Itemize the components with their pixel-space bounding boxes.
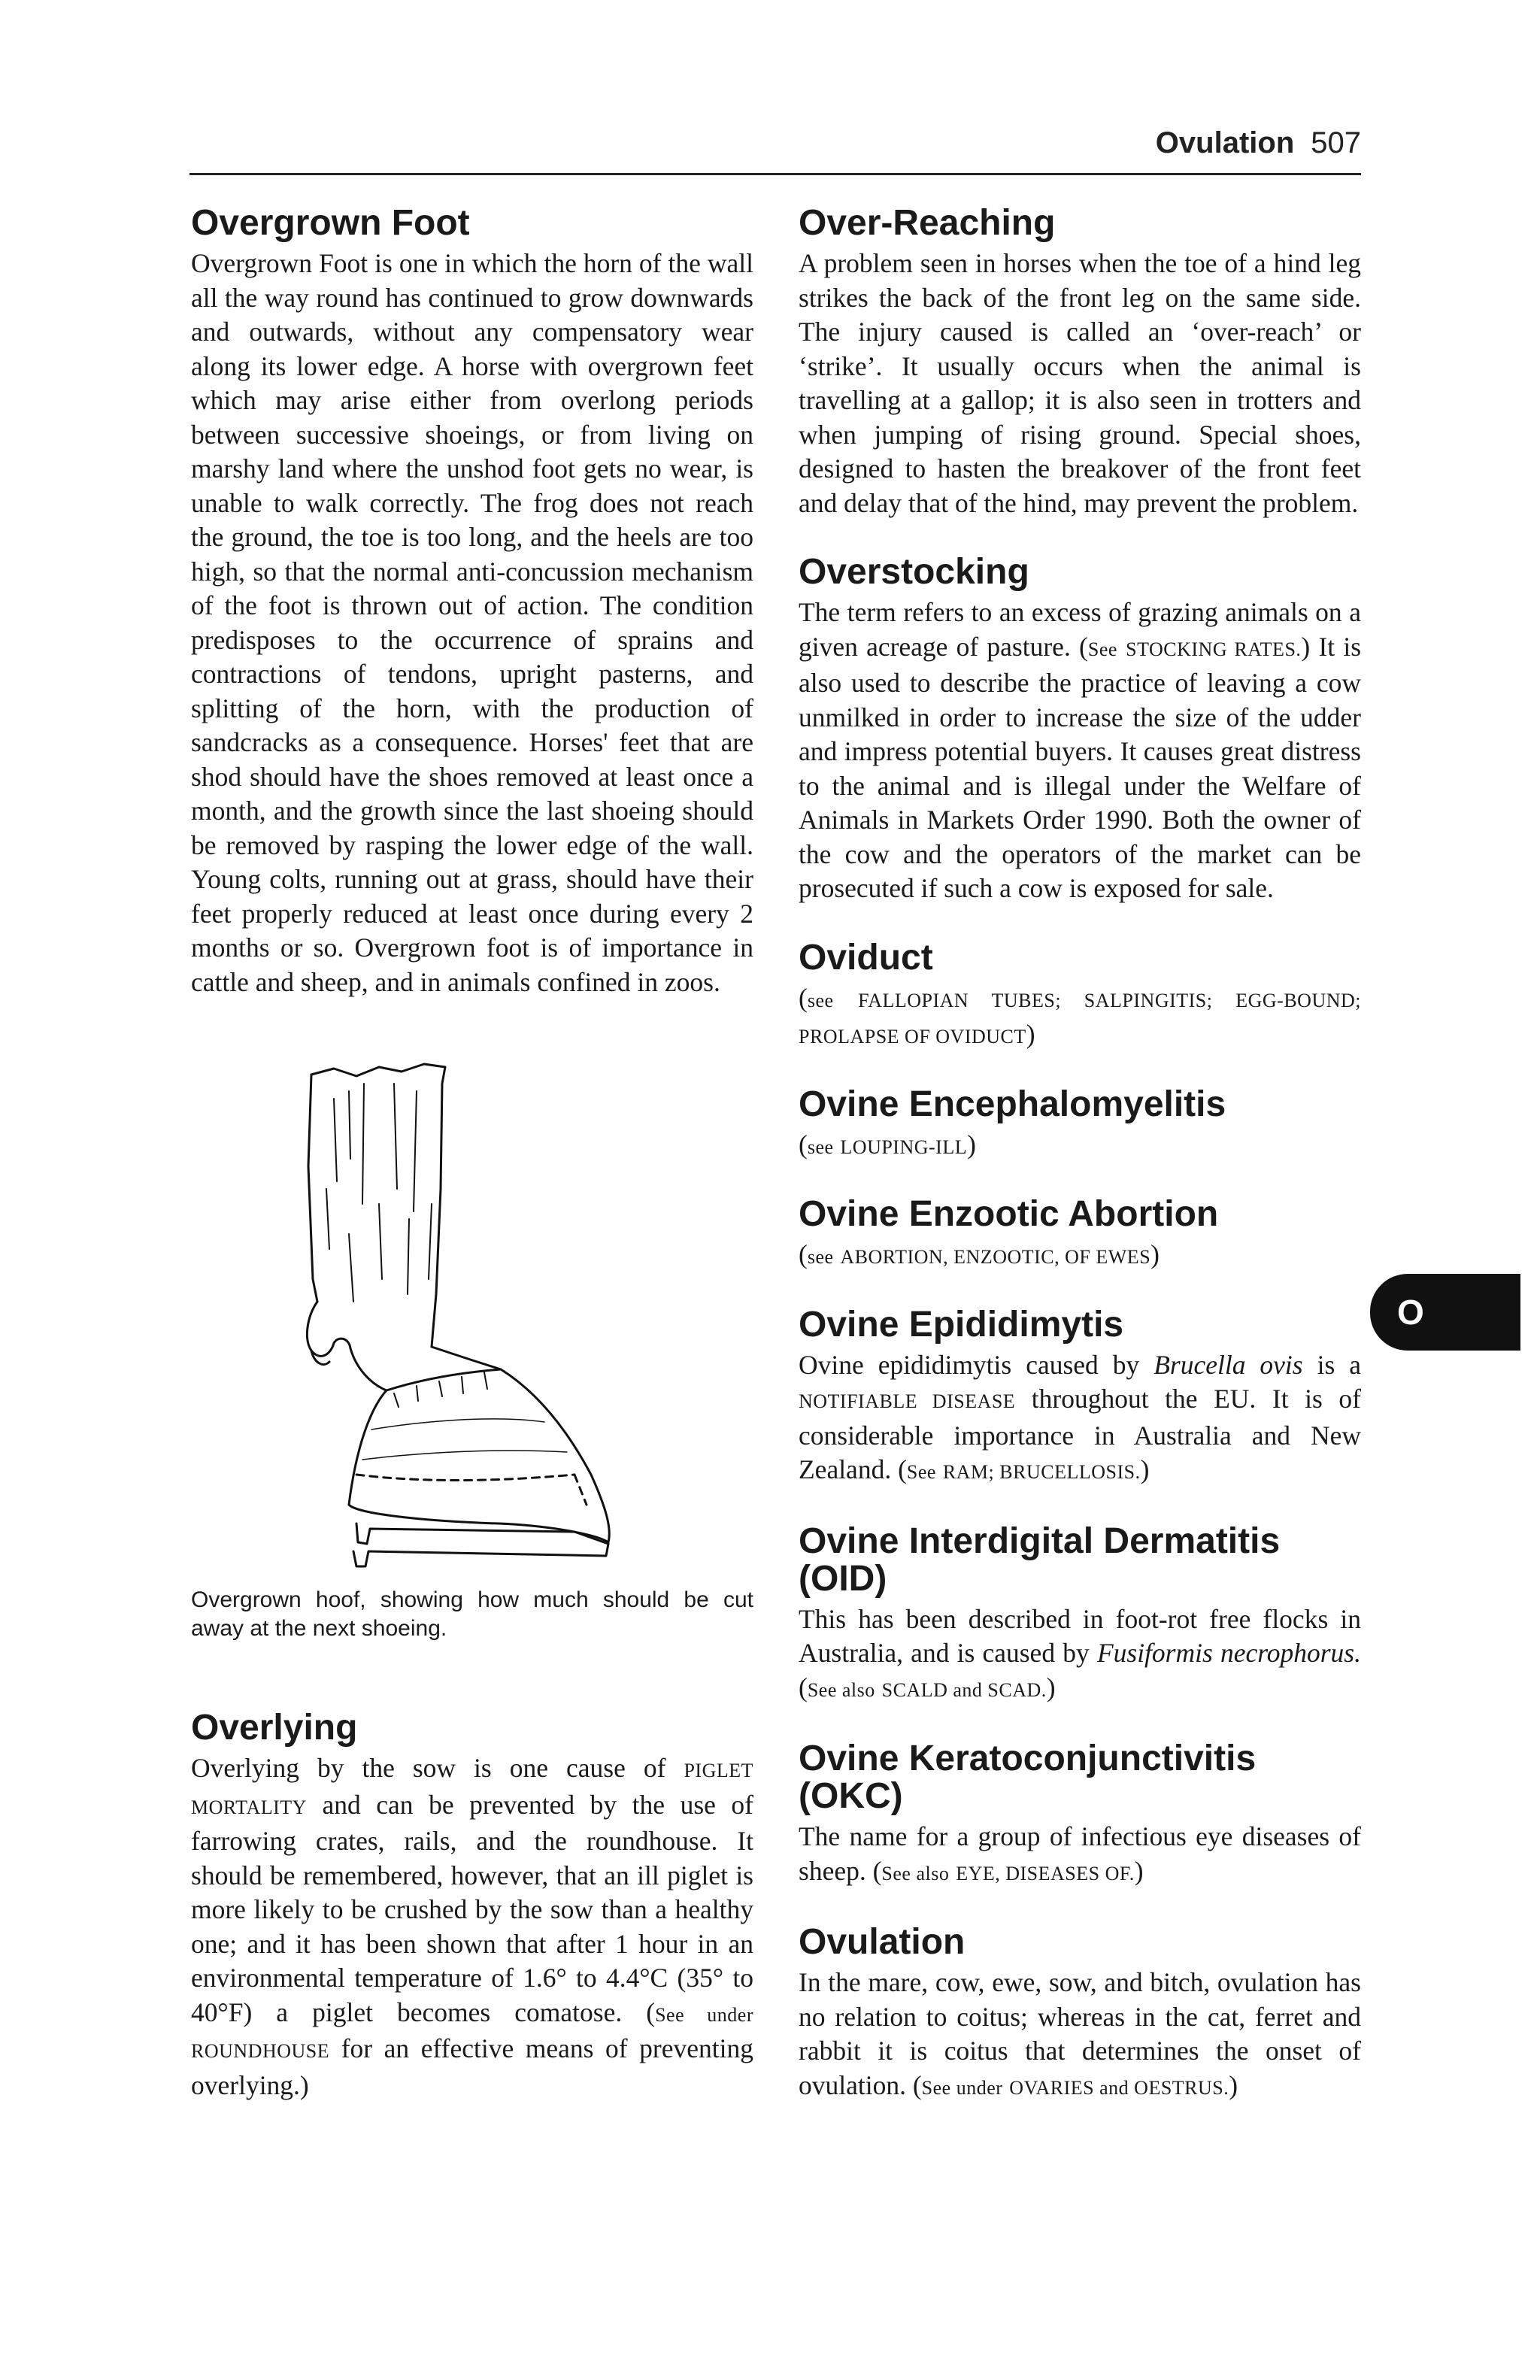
cross-reference: PIGLET MORTALITY bbox=[191, 1760, 753, 1818]
entry-text: (see FALLOPIAN TUBES; SALPINGITIS; EGG-BOUND; PROLAPSE OF OVIDUCT) bbox=[799, 982, 1361, 1049]
entry-ovine-enzootic-abortion bbox=[799, 1196, 1361, 1275]
entry-overlying bbox=[191, 1709, 753, 2103]
entry-heading: Overlying bbox=[191, 1708, 358, 1748]
overgrown-hoof-illustration bbox=[304, 1054, 665, 1580]
cross-reference: FALLOPIAN TUBES; SALPINGITIS; EGG-BOUND; PROLAPSE OF OVIDUCT bbox=[799, 989, 1361, 1048]
hoof-figure bbox=[191, 1054, 753, 1643]
entry-text: In the mare, cow, ewe, sow, and bitch, ovulation has no relation to coitus; whereas in the cat, ferret and rabbit it is coitus that determines the onset of ovulation. (See under OVARIES and OESTRUS.) bbox=[799, 1967, 1361, 2100]
cross-reference: OVARIES bbox=[1009, 2076, 1095, 2099]
running-head-title: Ovulation bbox=[1155, 126, 1295, 159]
cross-reference: EYE, DISEASES OF. bbox=[956, 1862, 1135, 1884]
cross-reference: STOCKING RATES. bbox=[1126, 638, 1302, 660]
entry-ovine-encephalomyelitis bbox=[799, 1086, 1361, 1165]
entry-text: The name for a group of infectious eye diseases of sheep. (See also EYE, DISEASES OF.) bbox=[799, 1821, 1361, 1886]
entry-heading: Ovine Keratoconjunctivitis (OKC) bbox=[799, 1739, 1257, 1816]
entry-over-reaching bbox=[799, 205, 1361, 520]
cross-reference: SCAD. bbox=[987, 1678, 1047, 1701]
entry-ovulation bbox=[799, 1924, 1361, 2105]
page-number: 507 bbox=[1311, 126, 1361, 159]
cross-reference: ROUNDHOUSE bbox=[191, 2040, 330, 2062]
page-header bbox=[189, 123, 1361, 175]
entry-oviduct bbox=[799, 939, 1361, 1054]
entry-heading: Oviduct bbox=[799, 937, 933, 978]
entry-heading: Overstocking bbox=[799, 552, 1029, 592]
entry-text: The term refers to an excess of grazing animals on a given acreage of pasture. (See STOCKING RATES.) It is also used to describe the practice of leaving a cow unmilked in order to increase the size of the udder and impress potential buyers. It causes great distress to the animal and is illegal under the Welfare of Animals in Markets Order 1990. Both the owner of the cow and the operators of the market can be prosecuted if such a cow is exposed for sale. bbox=[799, 597, 1362, 903]
entry-heading: Ovine Interdigital Dermatitis (OID) bbox=[799, 1520, 1281, 1599]
cross-reference: ABORTION, ENZOOTIC, OF EWES bbox=[840, 1246, 1151, 1268]
entry-ovine-keratoconjunctivitis bbox=[799, 1740, 1361, 1890]
cross-reference: NOTIFIABLE DISEASE bbox=[799, 1390, 1016, 1412]
entry-ovine-epididimytis bbox=[799, 1306, 1361, 1490]
entry-heading: Ovine Encephalomyelitis bbox=[799, 1084, 1226, 1124]
cross-reference: SCALD bbox=[881, 1678, 948, 1701]
entry-heading: Overgrown Foot bbox=[191, 203, 470, 243]
entry-text: (see LOUPING-ILL) bbox=[799, 1129, 976, 1160]
entry-text: Overgrown Foot is one in which the horn of the wall all the way round has continued to grow downwards and outwards, without any compensatory wear along its lower edge. A horse with overgrown feet which may arise either from overlong periods between successive shoeings, or from living on marshy land where the unshod foot gets no wear, is unable to walk correctly. The frog does not reach the ground, the toe is too long, and the heels are too high, so that the normal anti-concussion mechanism of the foot is thrown out of action. The condition predisposes to the occurrence of sprains and contractions of tendons, upright pasterns, and splitting of the horn, with the production of sandcracks as a consequence. Horses' feet that are shod should have the shoes removed at least once a month, and the growth since the last shoeing should be removed by rasping the lower edge of the wall. Young colts, running out at grass, should have their feet properly reduced at least once during every 2 months or so. Overgrown foot is of importance in cattle and sheep, and in animals confined in zoos. bbox=[191, 248, 753, 997]
entry-heading: Ovulation bbox=[799, 1922, 966, 1962]
entry-heading: Ovine Epididimytis bbox=[799, 1304, 1124, 1345]
right-column bbox=[799, 205, 1361, 2105]
entry-text: (see ABORTION, ENZOOTIC, OF EWES) bbox=[799, 1239, 1160, 1269]
cross-reference: OESTRUS. bbox=[1134, 2076, 1229, 2099]
entry-text: Overlying by the sow is one cause of PIGLET MORTALITY and can be prevented by the use of farrowing crates, rails, and the roundhouse. It should be remembered, however, that an ill piglet is more likely to be crushed by the sow than a healthy one; and it has been shown that after 1 hour in an environmental temperature of 1.6° to 4.4°C (35° to 40°F) a piglet becomes comatose. (See under ROUNDHOUSE for an effective means of preventing overlying.) bbox=[191, 1753, 753, 2100]
figure-caption: Overgrown hoof, showing how much should be cut away at the next shoeing. bbox=[191, 1587, 753, 1641]
entry-text: A problem seen in horses when the toe of a hind leg strikes the back of the front leg on the same side. The injury caused is called an ‘over-reach’ or ‘strike’. It usually occurs when the animal is travelling at a gallop; it is also seen in trotters and when jumping of rising ground. Special shoes, designed to hasten the breakover of the front feet and delay that of the hind, may prevent the problem. bbox=[799, 248, 1361, 518]
running-head bbox=[1156, 126, 1361, 160]
entry-text: Ovine epididimytis caused by Brucella ovis is a NOTIFIABLE DISEASE throughout the EU. It is of considerable importance in Australia and New Zealand. (See RAM; BRUCELLOSIS.) bbox=[799, 1349, 1361, 1484]
left-column bbox=[191, 205, 753, 2103]
cross-reference: RAM; BRUCELLOSIS. bbox=[942, 1461, 1141, 1483]
entry-ovine-interdigital-dermatitis bbox=[799, 1520, 1361, 1708]
entry-heading: Over-Reaching bbox=[799, 203, 1056, 243]
entry-overgrown-foot bbox=[191, 205, 753, 999]
section-thumb-tab: O bbox=[1370, 1274, 1520, 1351]
entry-overstocking bbox=[799, 553, 1361, 906]
entry-heading: Ovine Enzootic Abortion bbox=[799, 1194, 1219, 1234]
entry-text: This has been described in foot-rot free flocks in Australia, and is caused by Fusiformis necrophorus. (See also SCALD and SCAD.) bbox=[799, 1603, 1361, 1702]
cross-reference: LOUPING-ILL bbox=[840, 1135, 968, 1158]
